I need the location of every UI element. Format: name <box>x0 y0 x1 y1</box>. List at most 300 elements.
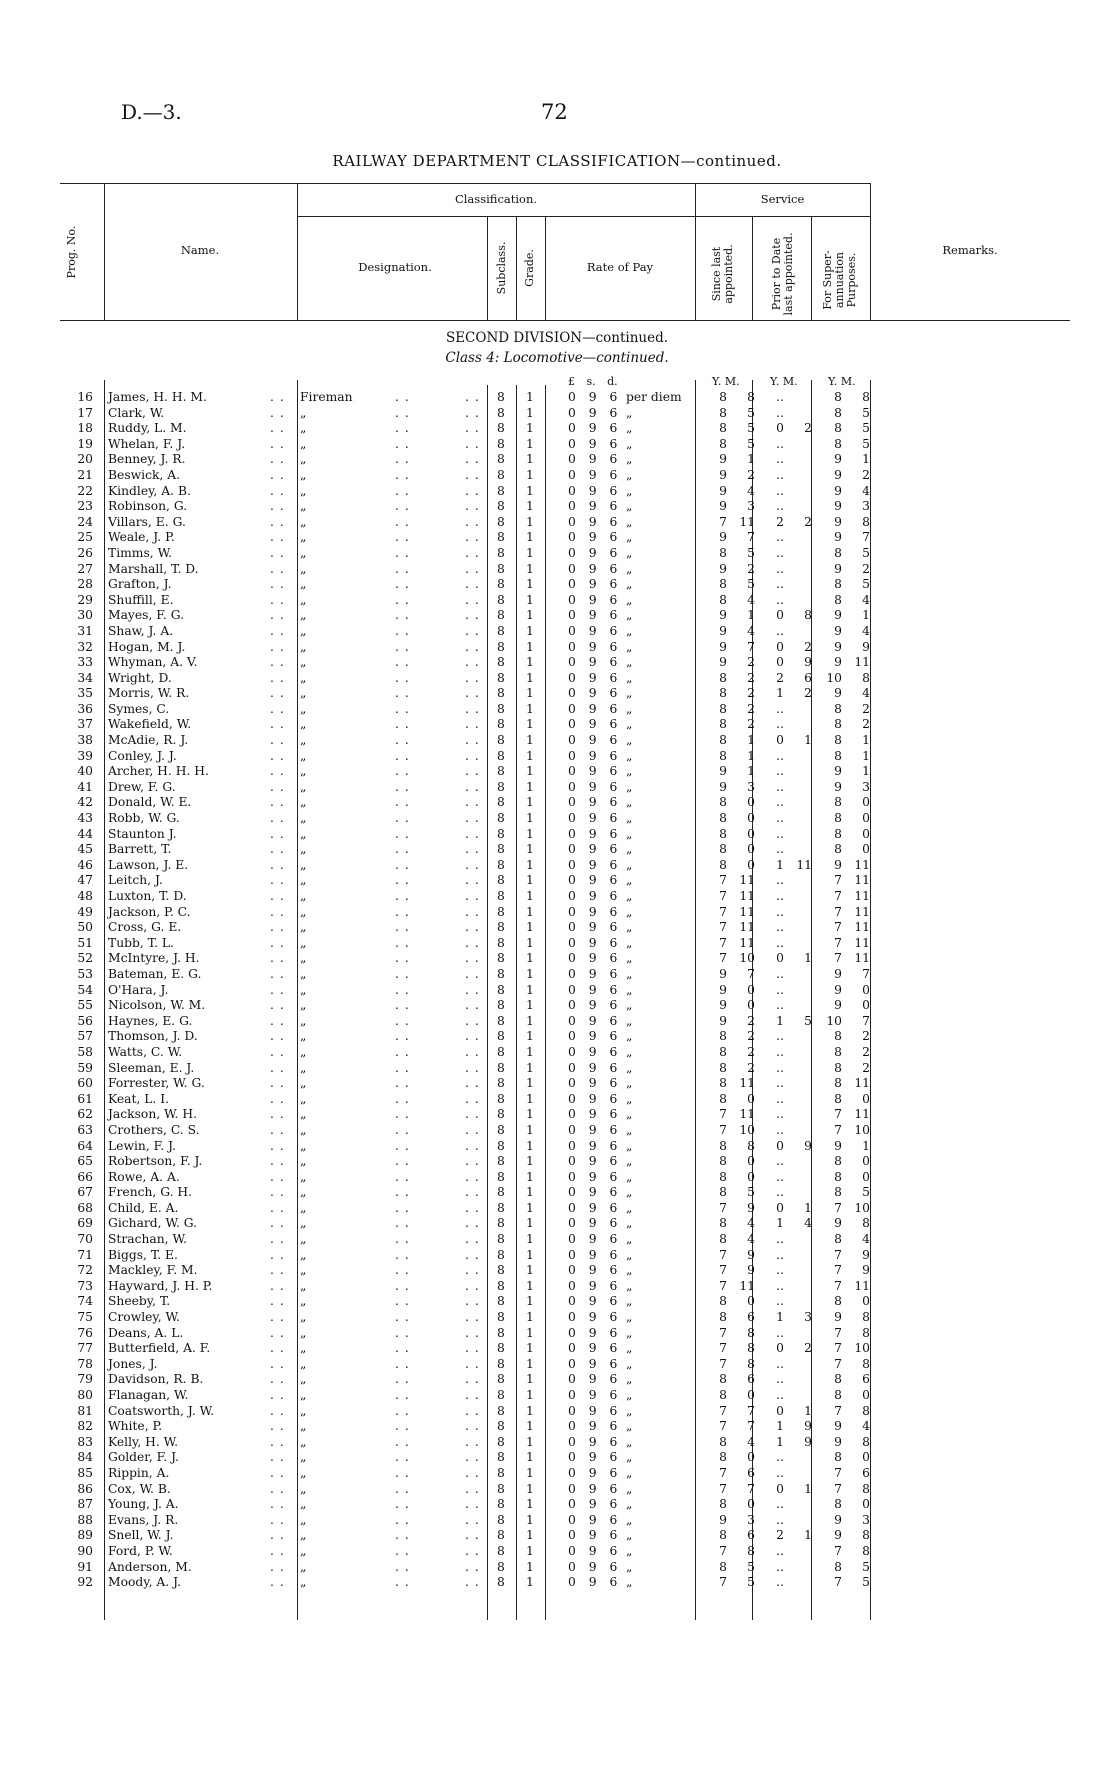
grade: 1 <box>526 1512 534 1527</box>
leader-dots: . . <box>270 436 285 451</box>
col-header-classification: Classification. <box>454 192 538 206</box>
super-years: 9 <box>834 1434 842 1449</box>
designation: „ <box>300 1107 307 1122</box>
since-years: 7 <box>719 1122 727 1137</box>
prog-number: 45 <box>77 842 93 857</box>
leader-dots: . . <box>395 717 410 732</box>
employee-name: Kelly, H. W. <box>108 1434 179 1449</box>
rate-of-pay: 0 9 6 <box>568 889 618 903</box>
employee-name: Crowley, W. <box>108 1310 180 1325</box>
grade: 1 <box>526 1029 534 1044</box>
super-years: 8 <box>834 1169 842 1184</box>
leader-dots: . . <box>465 717 480 732</box>
grade: 1 <box>526 670 534 685</box>
leader-dots: . . <box>395 1076 410 1091</box>
leader-dots: . . <box>465 1341 480 1356</box>
employee-name: Drew, F. G. <box>108 779 176 794</box>
leader-dots: . . <box>465 1232 480 1247</box>
pay-note: „ <box>626 717 633 732</box>
prog-number: 58 <box>77 1044 93 1059</box>
leader-dots: . . <box>465 1310 480 1325</box>
prog-number: 46 <box>77 857 93 872</box>
prior-years: .. <box>776 499 784 514</box>
prog-number: 90 <box>77 1543 93 1558</box>
leader-dots: . . <box>465 514 480 529</box>
since-months: 7 <box>747 1481 755 1496</box>
pay-note: „ <box>626 1044 633 1059</box>
leader-dots: . . <box>395 1559 410 1574</box>
since-years: 9 <box>719 982 727 997</box>
leader-dots: . . <box>270 561 285 576</box>
table-row <box>0 1419 1114 1435</box>
leader-dots: . . <box>465 1200 480 1215</box>
pay-note: „ <box>626 779 633 794</box>
leader-dots: . . <box>395 467 410 482</box>
subclass: 8 <box>497 920 505 935</box>
prior-years: 2 <box>776 1528 784 1543</box>
since-years: 7 <box>719 1278 727 1293</box>
since-years: 7 <box>719 1481 727 1496</box>
leader-dots: . . <box>465 1434 480 1449</box>
super-years: 9 <box>834 1528 842 1543</box>
class-heading: Class 4: Locomotive—continued. <box>445 350 669 366</box>
since-years: 8 <box>719 733 727 748</box>
since-years: 7 <box>719 935 727 950</box>
since-years: 9 <box>719 483 727 498</box>
since-years: 8 <box>719 1372 727 1387</box>
subclass: 8 <box>497 966 505 981</box>
subclass: 8 <box>497 592 505 607</box>
subclass: 8 <box>497 1310 505 1325</box>
table-row <box>0 1170 1114 1186</box>
since-years: 7 <box>719 1543 727 1558</box>
rate-of-pay: 0 9 6 <box>568 1044 618 1059</box>
super-years: 8 <box>834 1388 842 1402</box>
subclass: 8 <box>497 1200 505 1215</box>
leader-dots: . . <box>465 1122 480 1137</box>
designation: „ <box>300 686 307 701</box>
subclass: 8 <box>497 1107 505 1122</box>
employee-name: Villars, E. G. <box>108 514 186 529</box>
rate-of-pay: 0 9 6 <box>568 1372 618 1387</box>
designation: „ <box>300 670 307 685</box>
grade: 1 <box>526 499 534 514</box>
employee-name: White, P. <box>108 1419 163 1434</box>
grade: 1 <box>526 1559 534 1574</box>
leader-dots: . . <box>465 998 480 1013</box>
super-years: 8 <box>834 545 842 560</box>
pay-note: „ <box>626 873 633 888</box>
table-top-rule <box>60 183 870 184</box>
table-body <box>0 390 1114 1591</box>
table-row <box>0 671 1114 687</box>
subclass: 8 <box>497 561 505 576</box>
prior-years: .. <box>776 795 784 810</box>
designation: „ <box>300 764 307 779</box>
since-months: 5 <box>747 421 755 436</box>
table-row <box>0 515 1114 531</box>
rate-of-pay: 0 9 6 <box>568 483 618 498</box>
since-years: 9 <box>719 966 727 981</box>
prog-number: 74 <box>77 1294 93 1309</box>
leader-dots: . . <box>395 857 410 872</box>
prior-years: .. <box>776 1169 784 1184</box>
table-row <box>0 780 1114 796</box>
leader-dots: . . <box>270 1388 285 1402</box>
employee-name: Butterfield, A. F. <box>108 1341 211 1356</box>
col-rule <box>104 183 105 320</box>
prior-years: 2 <box>776 514 784 529</box>
leader-dots: . . <box>395 733 410 748</box>
since-months: 7 <box>747 639 755 654</box>
super-months: 11 <box>854 873 870 888</box>
rate-of-pay: 0 9 6 <box>568 608 618 623</box>
employee-name: Lawson, J. E. <box>108 857 189 872</box>
since-years: 8 <box>719 1169 727 1184</box>
super-years: 8 <box>834 1060 842 1075</box>
subclass: 8 <box>497 1232 505 1247</box>
super-months: 3 <box>862 1512 870 1527</box>
leader-dots: . . <box>395 1138 410 1153</box>
table-row <box>0 390 1114 406</box>
super-months: 11 <box>854 655 870 670</box>
col-header-subclass: Subclass. <box>495 241 508 295</box>
since-months: 7 <box>747 966 755 981</box>
designation: „ <box>300 889 307 903</box>
leader-dots: . . <box>270 608 285 623</box>
pay-note: „ <box>626 733 633 748</box>
since-years: 8 <box>719 1528 727 1543</box>
super-months: 7 <box>862 530 870 545</box>
super-years: 8 <box>834 1497 842 1512</box>
grade: 1 <box>526 421 534 436</box>
super-years: 7 <box>834 1263 842 1278</box>
table-row <box>0 1123 1114 1139</box>
prog-number: 61 <box>77 1091 93 1106</box>
subclass: 8 <box>497 982 505 997</box>
leader-dots: . . <box>395 873 410 888</box>
since-years: 8 <box>719 390 727 404</box>
prog-number: 71 <box>77 1247 93 1262</box>
since-years: 8 <box>719 1138 727 1153</box>
pay-note: „ <box>626 1076 633 1091</box>
subclass: 8 <box>497 873 505 888</box>
super-months: 7 <box>862 966 870 981</box>
leader-dots: . . <box>395 982 410 997</box>
leader-dots: . . <box>270 670 285 685</box>
subclass: 8 <box>497 577 505 592</box>
leader-dots: . . <box>465 1575 480 1590</box>
employee-name: McIntyre, J. H. <box>108 951 200 966</box>
since-months: 2 <box>747 1013 755 1028</box>
super-years: 9 <box>834 452 842 467</box>
pay-note: „ <box>626 1481 633 1496</box>
rate-of-pay: 0 9 6 <box>568 639 618 654</box>
pay-note: „ <box>626 1091 633 1106</box>
employee-name: Anderson, M. <box>108 1559 192 1574</box>
super-months: 4 <box>862 592 870 607</box>
designation: „ <box>300 1325 307 1340</box>
pay-note: „ <box>626 1169 633 1184</box>
employee-name: Archer, H. H. H. <box>108 764 209 779</box>
table-row <box>0 1310 1114 1326</box>
leader-dots: . . <box>465 1325 480 1340</box>
prog-number: 70 <box>77 1232 93 1247</box>
designation: „ <box>300 577 307 592</box>
leader-dots: . . <box>465 545 480 560</box>
pay-note: „ <box>626 842 633 857</box>
leader-dots: . . <box>270 530 285 545</box>
leader-dots: . . <box>395 904 410 919</box>
super-years: 8 <box>834 1294 842 1309</box>
grade: 1 <box>526 904 534 919</box>
since-months: 2 <box>747 1060 755 1075</box>
prior-years: .. <box>776 904 784 919</box>
employee-name: Moody, A. J. <box>108 1575 181 1590</box>
employee-name: Deans, A. L. <box>108 1325 184 1340</box>
super-months: 2 <box>862 701 870 716</box>
employee-name: Snell, W. J. <box>108 1528 174 1543</box>
pay-note: „ <box>626 1310 633 1325</box>
since-months: 0 <box>747 1154 755 1169</box>
prior-years: 0 <box>776 1481 784 1496</box>
rate-of-pay: 0 9 6 <box>568 966 618 981</box>
rate-of-pay: 0 9 6 <box>568 904 618 919</box>
employee-name: Morris, W. R. <box>108 686 190 701</box>
employee-name: Hayward, J. H. P. <box>108 1278 213 1293</box>
leader-dots: . . <box>270 1465 285 1480</box>
super-years: 7 <box>834 1200 842 1215</box>
table-row <box>0 1029 1114 1045</box>
grade: 1 <box>526 514 534 529</box>
prior-years: .. <box>776 405 784 420</box>
rate-of-pay: 0 9 6 <box>568 811 618 826</box>
leader-dots: . . <box>465 1450 480 1465</box>
prog-number: 81 <box>77 1403 93 1418</box>
prog-number: 84 <box>77 1450 93 1465</box>
prog-number: 23 <box>77 499 93 514</box>
since-months: 2 <box>747 717 755 732</box>
leader-dots: . . <box>465 1294 480 1309</box>
table-row <box>0 437 1114 453</box>
since-months: 2 <box>747 1044 755 1059</box>
subclass: 8 <box>497 1247 505 1262</box>
col-header-since-last: Since last appointed. <box>710 244 735 304</box>
prior-months: 2 <box>804 421 812 436</box>
pay-note: „ <box>626 764 633 779</box>
super-years: 10 <box>826 670 842 685</box>
rate-of-pay: 0 9 6 <box>568 826 618 841</box>
prog-number: 52 <box>77 951 93 966</box>
super-years: 8 <box>834 577 842 592</box>
table-row <box>0 967 1114 983</box>
employee-name: Whyman, A. V. <box>108 655 198 670</box>
since-years: 7 <box>719 1325 727 1340</box>
since-years: 9 <box>719 623 727 638</box>
pay-note: „ <box>626 1403 633 1418</box>
prior-months: 5 <box>804 1013 812 1028</box>
prior-years: .. <box>776 998 784 1013</box>
rate-of-pay: 0 9 6 <box>568 421 618 436</box>
prog-number: 29 <box>77 592 93 607</box>
super-years: 9 <box>834 1310 842 1325</box>
leader-dots: . . <box>395 1107 410 1122</box>
designation: „ <box>300 561 307 576</box>
subclass: 8 <box>497 1450 505 1465</box>
prog-number: 80 <box>77 1388 93 1402</box>
table-row <box>0 452 1114 468</box>
prior-months: 2 <box>804 514 812 529</box>
prior-months: 9 <box>804 655 812 670</box>
rate-of-pay: 0 9 6 <box>568 1216 618 1231</box>
pay-note: „ <box>626 499 633 514</box>
super-years: 7 <box>834 1278 842 1293</box>
super-years: 7 <box>834 1122 842 1137</box>
leader-dots: . . <box>395 1356 410 1371</box>
leader-dots: . . <box>395 920 410 935</box>
table-row <box>0 624 1114 640</box>
grade: 1 <box>526 1388 534 1402</box>
subclass: 8 <box>497 1154 505 1169</box>
designation: „ <box>300 1029 307 1044</box>
grade: 1 <box>526 826 534 841</box>
super-months: 9 <box>862 1263 870 1278</box>
since-years: 8 <box>719 1185 727 1200</box>
leader-dots: . . <box>270 592 285 607</box>
employee-name: McAdie, R. J. <box>108 733 189 748</box>
employee-name: Nicolson, W. M. <box>108 998 206 1013</box>
super-months: 0 <box>862 811 870 826</box>
super-months: 0 <box>862 1154 870 1169</box>
rate-of-pay: 0 9 6 <box>568 1559 618 1574</box>
table-header-bottom-rule <box>60 320 1070 321</box>
prog-number: 25 <box>77 530 93 545</box>
leader-dots: . . <box>270 1372 285 1387</box>
since-years: 8 <box>719 795 727 810</box>
super-years: 9 <box>834 655 842 670</box>
table-row <box>0 1263 1114 1279</box>
leader-dots: . . <box>270 795 285 810</box>
employee-name: Gichard, W. G. <box>108 1216 198 1231</box>
leader-dots: . . <box>465 577 480 592</box>
super-years: 9 <box>834 1216 842 1231</box>
prog-number: 39 <box>77 748 93 763</box>
since-years: 8 <box>719 717 727 732</box>
designation: „ <box>300 873 307 888</box>
leader-dots: . . <box>395 530 410 545</box>
leader-dots: . . <box>270 1232 285 1247</box>
table-row <box>0 1404 1114 1420</box>
since-years: 8 <box>719 857 727 872</box>
leader-dots: . . <box>270 1200 285 1215</box>
prior-years: .. <box>776 1107 784 1122</box>
prog-number: 24 <box>77 514 93 529</box>
prior-years: .. <box>776 748 784 763</box>
leader-dots: . . <box>270 1154 285 1169</box>
since-years: 9 <box>719 1512 727 1527</box>
super-years: 8 <box>834 1559 842 1574</box>
since-years: 7 <box>719 1341 727 1356</box>
designation: „ <box>300 1263 307 1278</box>
subclass: 8 <box>497 733 505 748</box>
super-months: 1 <box>862 748 870 763</box>
since-years: 8 <box>719 1216 727 1231</box>
designation: „ <box>300 1575 307 1590</box>
leader-dots: . . <box>270 873 285 888</box>
col-rule <box>870 183 871 320</box>
subclass: 8 <box>497 1185 505 1200</box>
pay-note: „ <box>626 1434 633 1449</box>
pay-note: „ <box>626 1341 633 1356</box>
grade: 1 <box>526 842 534 857</box>
subclass: 8 <box>497 717 505 732</box>
super-years: 9 <box>834 608 842 623</box>
since-years: 8 <box>719 686 727 701</box>
super-months: 8 <box>862 390 870 404</box>
subclass: 8 <box>497 655 505 670</box>
prog-number: 20 <box>77 452 93 467</box>
subclass: 8 <box>497 935 505 950</box>
employee-name: Golder, F. J. <box>108 1450 179 1465</box>
since-months: 8 <box>747 1356 755 1371</box>
super-months: 6 <box>862 1465 870 1480</box>
super-years: 8 <box>834 1232 842 1247</box>
super-months: 8 <box>862 1543 870 1558</box>
employee-name: Staunton J. <box>108 826 177 841</box>
prog-number: 82 <box>77 1419 93 1434</box>
grade: 1 <box>526 1497 534 1512</box>
prior-years: .. <box>776 561 784 576</box>
employee-name: Donald, W. E. <box>108 795 192 810</box>
since-months: 0 <box>747 982 755 997</box>
super-years: 8 <box>834 1091 842 1106</box>
super-years: 8 <box>834 390 842 404</box>
table-row <box>0 811 1114 827</box>
prior-years: 1 <box>776 1419 784 1434</box>
since-months: 0 <box>747 1497 755 1512</box>
designation: „ <box>300 935 307 950</box>
subclass: 8 <box>497 1263 505 1278</box>
prog-number: 72 <box>77 1263 93 1278</box>
prog-number: 32 <box>77 639 93 654</box>
grade: 1 <box>526 1356 534 1371</box>
since-years: 9 <box>719 499 727 514</box>
leader-dots: . . <box>270 655 285 670</box>
table-row <box>0 936 1114 952</box>
leader-dots: . . <box>270 514 285 529</box>
subclass: 8 <box>497 670 505 685</box>
grade: 1 <box>526 577 534 592</box>
since-years: 8 <box>719 1310 727 1325</box>
leader-dots: . . <box>395 1278 410 1293</box>
employee-name: Crothers, C. S. <box>108 1122 200 1137</box>
super-years: 8 <box>834 1076 842 1091</box>
since-months: 8 <box>747 1543 755 1558</box>
subclass: 8 <box>497 701 505 716</box>
table-row <box>0 1232 1114 1248</box>
prior-years: .. <box>776 873 784 888</box>
leader-dots: . . <box>270 499 285 514</box>
table-row <box>0 795 1114 811</box>
prior-years: .. <box>776 1263 784 1278</box>
leader-dots: . . <box>395 1263 410 1278</box>
subclass: 8 <box>497 1512 505 1527</box>
table-row <box>0 546 1114 562</box>
leader-dots: . . <box>270 857 285 872</box>
grade: 1 <box>526 779 534 794</box>
leader-dots: . . <box>465 1029 480 1044</box>
designation: „ <box>300 1372 307 1387</box>
